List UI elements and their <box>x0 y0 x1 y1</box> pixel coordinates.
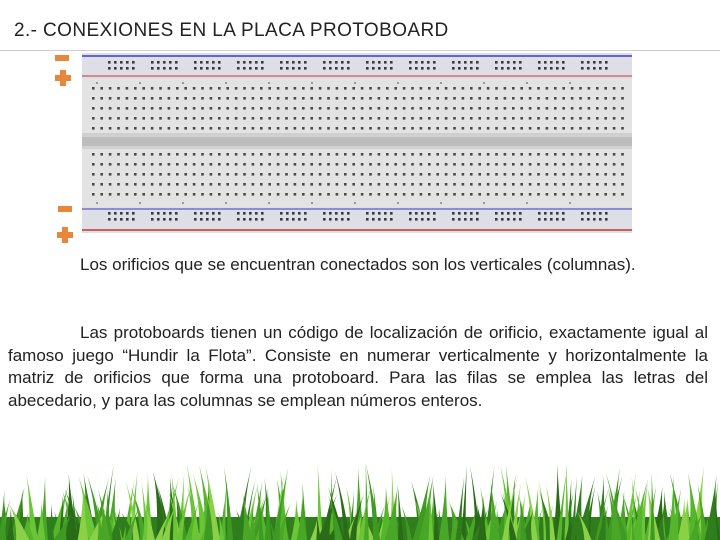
paragraph-2-text: Las protoboards tienen un código de localización de orificio, exactamente igual al famoso juego “Hundir la Flota”. Consiste en numerar verticalmente y horizontalmente la matriz de orificios que forma una protoboard. Para las filas se emplea las letras del abecedario, y para las columnas se emplean números enteros. <box>8 323 708 410</box>
breadboard-image <box>82 53 632 233</box>
plus-sign-icon <box>57 227 73 243</box>
minus-sign-icon <box>58 206 72 212</box>
channel-edge <box>82 146 632 149</box>
grass-footer-image <box>0 462 720 540</box>
paragraph-1-text: Los orificios que se encuentran conectados son los verticales (columnas). <box>80 255 636 274</box>
center-channel <box>82 137 632 146</box>
channel-edge <box>82 133 632 137</box>
paragraph-1 <box>8 254 708 277</box>
title-divider <box>0 50 720 51</box>
minus-sign-icon <box>55 55 69 61</box>
grass-blade <box>398 485 404 540</box>
paragraph-2 <box>8 322 708 412</box>
top-power-rail <box>82 53 632 79</box>
grass-blade <box>439 475 450 540</box>
slide-title: 2.- CONEXIONES EN LA PLACA PROTOBOARD <box>14 20 449 41</box>
plus-sign-icon <box>55 70 71 86</box>
